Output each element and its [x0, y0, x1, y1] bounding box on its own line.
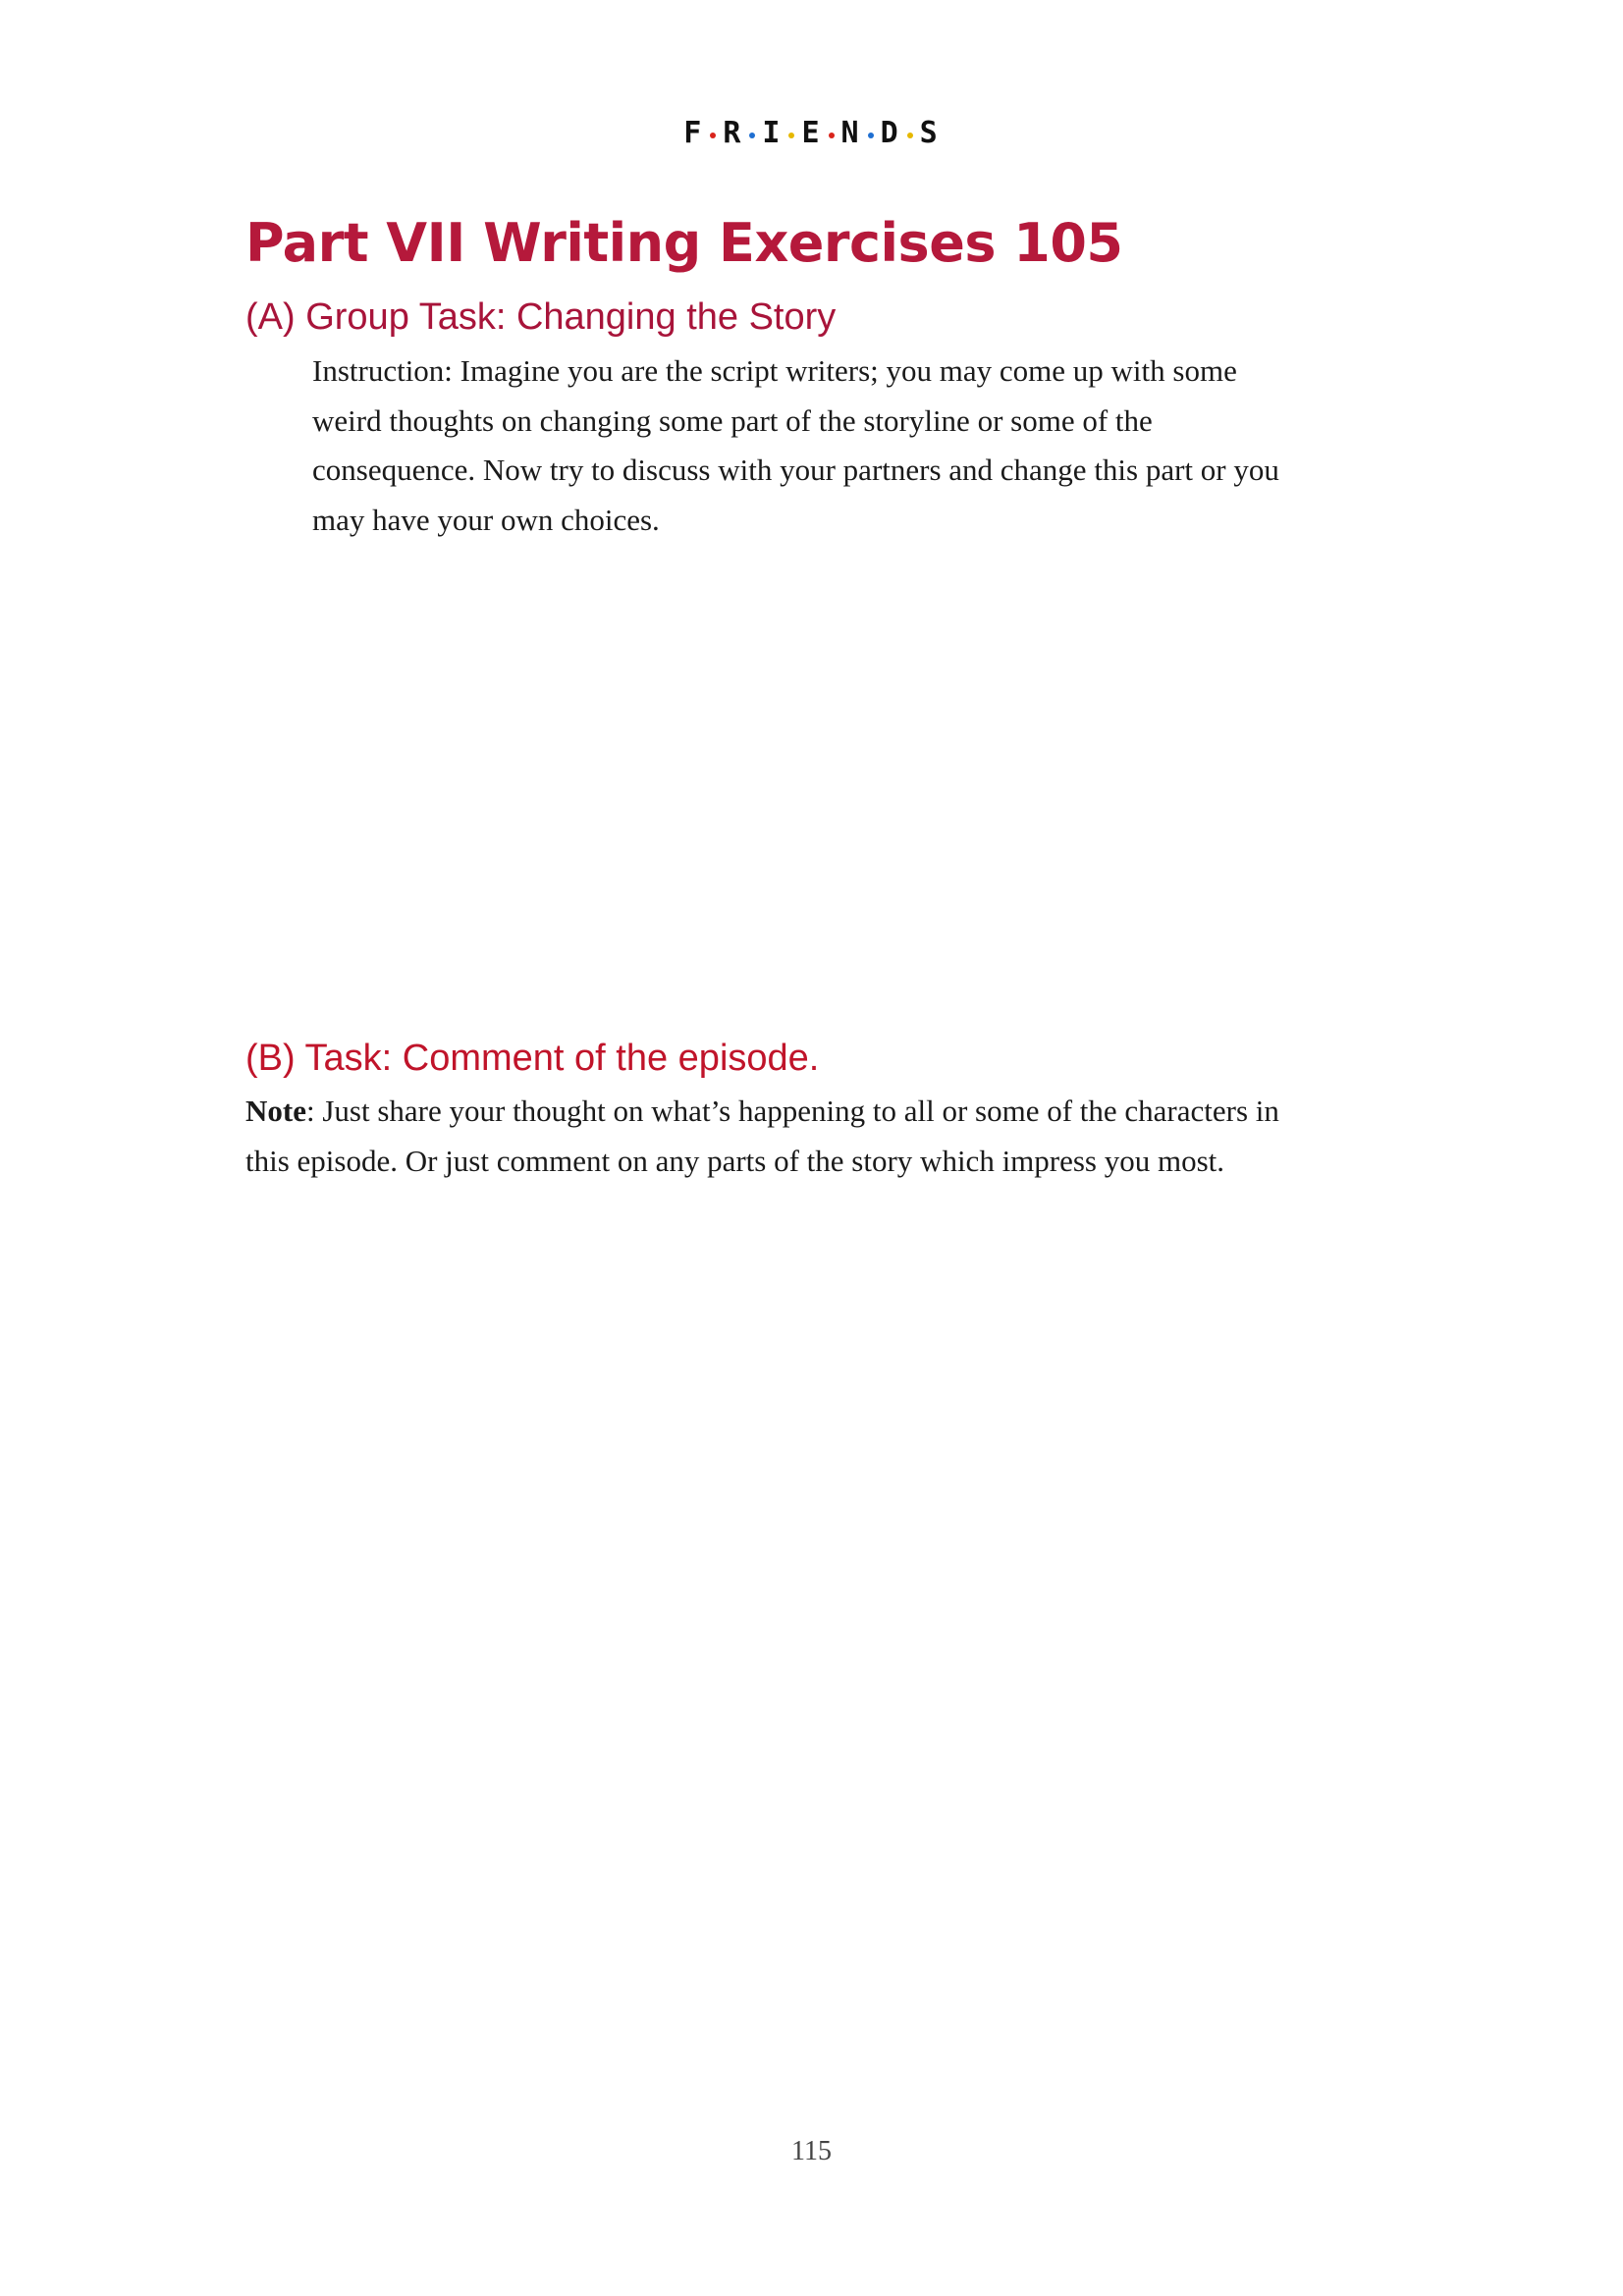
logo-dot [829, 133, 835, 138]
logo-letter-n: N [840, 116, 861, 150]
page-title: Part VII Writing Exercises 105 [245, 212, 1123, 274]
instruction-line: consequence. Now try to discuss with your partners and change this part or you [312, 453, 1279, 487]
logo-letter-i: I [762, 116, 783, 150]
section-b-note [245, 1087, 1384, 1186]
section-a-heading: (A) Group Task: Changing the Story [245, 296, 837, 338]
note-text: : Just share your thought on what’s happening to all or some of the characters in [305, 1094, 1279, 1128]
logo-letter-e: E [801, 116, 822, 150]
logo-dot [868, 133, 874, 138]
section-a-instruction [312, 347, 1392, 545]
note-line: this episode. Or just comment on any parts of the story which impress you most. [245, 1143, 1225, 1178]
page-number: 115 [791, 2136, 832, 2166]
section-b-heading: (B) Task: Comment of the episode. [245, 1038, 820, 1079]
logo-dot [788, 133, 794, 138]
logo-letter-d: D [880, 116, 900, 150]
friends-logo [0, 116, 1623, 150]
logo-dot [710, 133, 716, 138]
note-line [245, 1087, 1384, 1137]
note-label: Note [245, 1094, 306, 1128]
logo-letter-r: R [723, 116, 743, 150]
logo-letter-f: F [683, 116, 704, 150]
logo-dot [907, 133, 913, 138]
instruction-line: Instruction: Imagine you are the script writers; you may come up with some [312, 353, 1237, 388]
instruction-line: weird thoughts on changing some part of the storyline or some of the [312, 402, 1153, 438]
instruction-line: may have your own choices. [312, 502, 660, 537]
logo-letter-s: S [919, 116, 940, 150]
logo-dot [749, 133, 755, 138]
